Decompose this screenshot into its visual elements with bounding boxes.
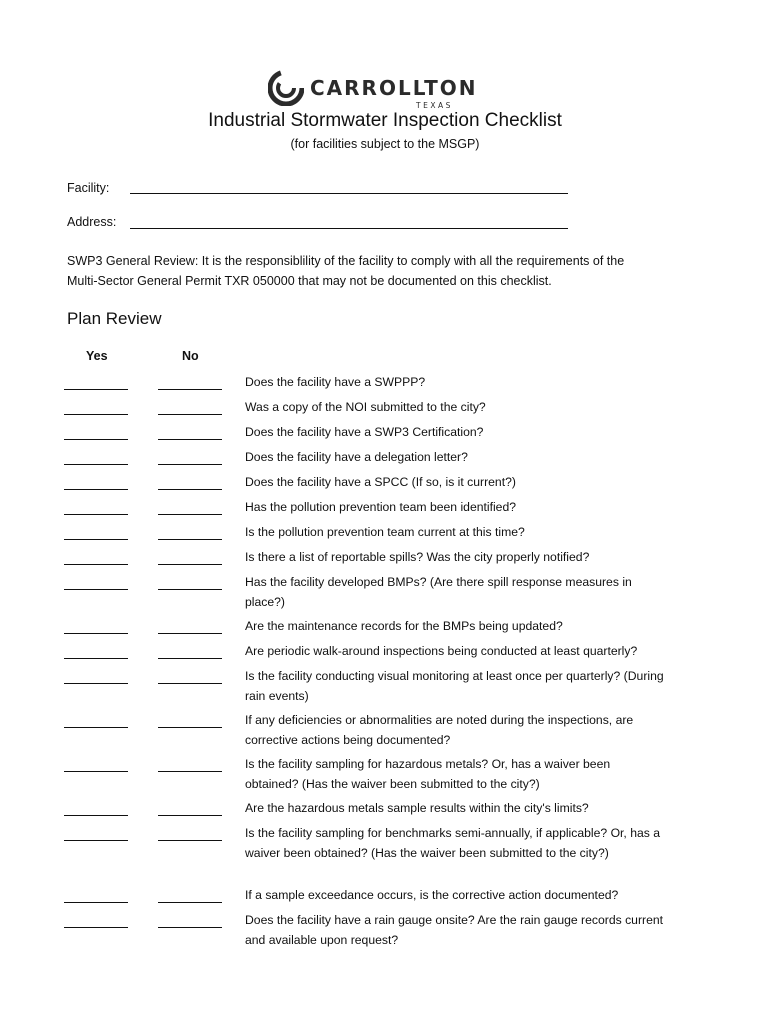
yes-blank[interactable]	[64, 840, 128, 841]
no-blank[interactable]	[158, 464, 222, 465]
yes-blank[interactable]	[64, 658, 128, 659]
yes-blank[interactable]	[64, 683, 128, 684]
question-text: Does the facility have a rain gauge onsite? Are the rain gauge records current and available upon request?	[245, 913, 664, 947]
no-blank[interactable]	[158, 489, 222, 490]
general-review-text: SWP3 General Review: It is the responsiblility of the facility to comply with all the requirements of the Multi-Sector General Permit TXR 050000 that may not be documented on this checklist.	[67, 254, 625, 288]
question-text: If any deficiencies or abnormalities are noted during the inspections, are corrective actions being documented?	[245, 713, 634, 747]
question-text: If a sample exceedance occurs, is the corrective action documented?	[245, 888, 619, 902]
question-text: Does the facility have a delegation letter?	[245, 450, 468, 464]
page-title: Industrial Stormwater Inspection Checklist	[208, 110, 562, 131]
no-blank[interactable]	[158, 771, 222, 772]
yes-blank[interactable]	[64, 902, 128, 903]
question-text: Is the facility sampling for benchmarks semi-annually, if applicable? Or, has a waiver been obtained? (Has the waiver been submitted to the city?)	[245, 826, 661, 860]
question-text: Does the facility have a SWP3 Certification?	[245, 425, 484, 439]
no-blank[interactable]	[158, 840, 222, 841]
yes-blank[interactable]	[64, 771, 128, 772]
no-blank[interactable]	[158, 683, 222, 684]
facility-label: Facility:	[67, 181, 110, 195]
no-blank[interactable]	[158, 727, 222, 728]
question-text: Are the hazardous metals sample results within the city's limits?	[245, 801, 589, 815]
carrollton-logo	[268, 68, 478, 110]
question-text: Has the pollution prevention team been identified?	[245, 500, 517, 514]
yes-blank[interactable]	[64, 414, 128, 415]
yes-blank[interactable]	[64, 539, 128, 540]
question-text: Are periodic walk-around inspections being conducted at least quarterly?	[245, 644, 638, 658]
no-blank[interactable]	[158, 439, 222, 440]
no-blank[interactable]	[158, 564, 222, 565]
no-blank[interactable]	[158, 815, 222, 816]
yes-blank[interactable]	[64, 815, 128, 816]
yes-column-header: Yes	[86, 349, 108, 363]
address-field[interactable]	[130, 228, 568, 229]
question-text: Does the facility have a SWPPP?	[245, 375, 426, 389]
yes-blank[interactable]	[64, 727, 128, 728]
yes-blank[interactable]	[64, 489, 128, 490]
facility-field[interactable]	[130, 193, 568, 194]
no-blank[interactable]	[158, 389, 222, 390]
page-subtitle: (for facilities subject to the MSGP)	[290, 137, 480, 151]
yes-blank[interactable]	[64, 439, 128, 440]
no-blank[interactable]	[158, 589, 222, 590]
yes-blank[interactable]	[64, 589, 128, 590]
yes-blank[interactable]	[64, 389, 128, 390]
yes-blank[interactable]	[64, 514, 128, 515]
address-label: Address:	[67, 215, 117, 229]
no-blank[interactable]	[158, 514, 222, 515]
question-text: Is there a list of reportable spills? Was the city properly notified?	[245, 550, 590, 564]
yes-blank[interactable]	[64, 927, 128, 928]
yes-blank[interactable]	[64, 564, 128, 565]
no-blank[interactable]	[158, 539, 222, 540]
no-blank[interactable]	[158, 902, 222, 903]
no-blank[interactable]	[158, 927, 222, 928]
question-text: Has the facility developed BMPs? (Are there spill response measures in place?)	[245, 575, 632, 609]
question-text: Is the facility sampling for hazardous metals? Or, has a waiver been obtained? (Has the waiver been submitted to the city?)	[245, 757, 611, 791]
question-text: Are the maintenance records for the BMPs being updated?	[245, 619, 563, 633]
no-blank[interactable]	[158, 414, 222, 415]
carrollton-swirl-icon	[268, 70, 304, 106]
question-text: Is the facility conducting visual monitoring at least once per quarterly? (During rain events)	[245, 669, 664, 703]
question-text: Is the pollution prevention team current at this time?	[245, 525, 525, 539]
logo-subtitle: TEXAS	[416, 101, 453, 110]
section-title: Plan Review	[67, 309, 162, 328]
question-text: Was a copy of the NOI submitted to the city?	[245, 400, 486, 414]
question-text: Does the facility have a SPCC (If so, is it current?)	[245, 475, 516, 489]
no-column-header: No	[182, 349, 199, 363]
logo-name: CARROLLTON	[310, 76, 478, 100]
yes-blank[interactable]	[64, 633, 128, 634]
no-blank[interactable]	[158, 658, 222, 659]
no-blank[interactable]	[158, 633, 222, 634]
yes-blank[interactable]	[64, 464, 128, 465]
